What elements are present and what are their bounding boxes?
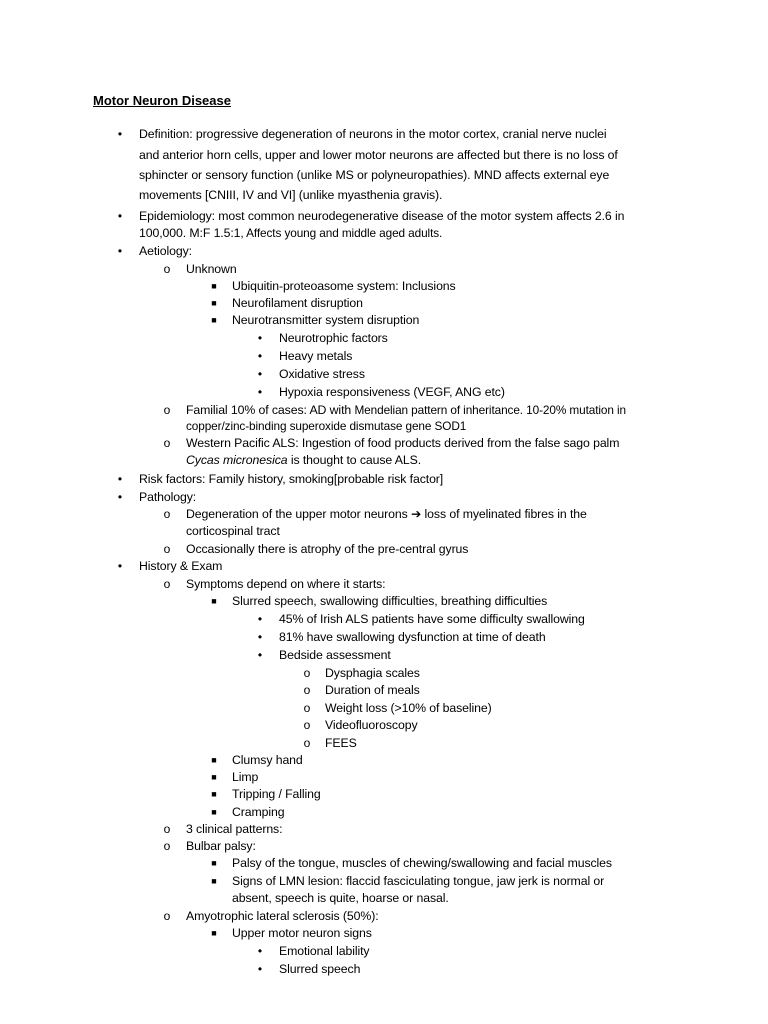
square-bullet: ■	[211, 876, 217, 886]
pathology-degeneration-line-1	[186, 505, 587, 523]
circle-bullet: o	[303, 701, 311, 715]
square-bullet: ■	[211, 315, 217, 325]
circle-bullet: o	[163, 822, 171, 836]
circle-bullet: o	[163, 507, 171, 521]
degeneration-text: Degeneration of the upper motor neurons	[186, 507, 412, 521]
aetiology-unknown: Unknown	[186, 262, 237, 276]
right-arrow-icon: ➔	[411, 507, 422, 521]
aetiology-western-line-1: Western Pacific ALS: Ingestion of food products derived from the false sago palm	[186, 436, 620, 450]
circle-bullet: o	[303, 718, 311, 732]
history-tripping: Tripping / Falling	[232, 787, 321, 801]
history-cramping: Cramping	[232, 805, 285, 819]
square-bullet: ■	[211, 755, 217, 765]
square-bullet: ■	[211, 858, 217, 868]
familial-regular: Mendelian pattern of inheritance. 10-20% mutation in	[354, 403, 626, 417]
aetiology-label: Aetiology:	[139, 244, 193, 258]
history-umn: Upper motor neuron signs	[232, 926, 372, 940]
aetiology-heavy-metals: Heavy metals	[279, 349, 353, 363]
square-bullet: ■	[211, 807, 217, 817]
definition-line-4: movements [CNIII, IV and VI] (unlike myasthenia gravis).	[139, 188, 443, 202]
circle-bullet: o	[303, 683, 311, 697]
aetiology-neurotrophic: Neurotrophic factors	[279, 331, 388, 345]
history-fees: FEES	[325, 736, 357, 750]
history-slurred-speech: Slurred speech	[279, 962, 361, 976]
disc-bullet: •	[257, 367, 263, 381]
disc-bullet: •	[257, 648, 263, 662]
history-palsy-tongue: Palsy of the tongue, muscles of chewing/swallowing and facial muscles	[232, 856, 612, 870]
disc-bullet: •	[117, 472, 123, 486]
epidemiology-age: , Affects young and middle aged adults.	[240, 226, 443, 240]
history-irish: 45% of Irish ALS patients have some difficulty swallowing	[279, 612, 585, 626]
history-label: History & Exam	[139, 559, 223, 573]
epidemiology-line-2	[139, 224, 442, 242]
aetiology-ups: Ubiquitin-proteoasome system: Inclusions	[232, 279, 456, 293]
history-bedside: Bedside assessment	[279, 648, 391, 662]
western-cause: is thought to cause ALS.	[287, 453, 422, 467]
disc-bullet: •	[117, 490, 123, 504]
history-weight: Weight loss (>10% of baseline)	[325, 701, 492, 715]
square-bullet: ■	[211, 772, 217, 782]
disc-bullet: •	[257, 630, 263, 644]
circle-bullet: o	[163, 403, 171, 417]
disc-bullet: •	[117, 127, 123, 141]
history-dysphagia: Dysphagia scales	[325, 666, 420, 680]
definition-line-3: sphincter or sensory function (unlike MS or polyneuropathies). MND affects external eye	[139, 168, 610, 182]
circle-bullet: o	[303, 736, 311, 750]
history-video: Videofluoroscopy	[325, 718, 418, 732]
pathology-label: Pathology:	[139, 490, 197, 504]
aetiology-oxidative: Oxidative stress	[279, 367, 365, 381]
disc-bullet: •	[117, 244, 123, 258]
history-lmn-line-1: Signs of LMN lesion: flaccid fasciculating tongue, jaw jerk is normal or	[232, 874, 605, 888]
circle-bullet: o	[163, 577, 171, 591]
disc-bullet: •	[257, 962, 263, 976]
circle-bullet: o	[163, 262, 171, 276]
aetiology-western-line-2	[186, 451, 421, 469]
disc-bullet: •	[257, 385, 263, 399]
history-patterns: 3 clinical patterns:	[186, 822, 283, 836]
disc-bullet: •	[117, 209, 123, 223]
disc-bullet: •	[257, 944, 263, 958]
square-bullet: ■	[211, 596, 217, 606]
risk-factors: Risk factors: Family history, smoking[probable risk factor]	[139, 472, 444, 486]
history-emotional: Emotional lability	[279, 944, 370, 958]
aetiology-neurofilament: Neurofilament disruption	[232, 296, 363, 310]
western-species: Cycas micronesica	[186, 453, 288, 467]
square-bullet: ■	[211, 789, 217, 799]
definition-line-2: and anterior horn cells, upper and lower motor neurons are affected but there is no loss of	[139, 148, 618, 162]
circle-bullet: o	[303, 666, 311, 680]
history-slurred: Slurred speech, swallowing difficulties, breathing difficulties	[232, 594, 548, 608]
square-bullet: ■	[211, 281, 217, 291]
aetiology-hypoxia: Hypoxia responsiveness (VEGF, ANG etc)	[279, 385, 505, 399]
definition-line-1: Definition: progressive degeneration of neurons in the motor cortex, cranial nerve nuclei	[139, 127, 607, 141]
history-lmn-line-2: absent, speech is quite, hoarse or nasal.	[232, 891, 449, 905]
history-clumsy: Clumsy hand	[232, 753, 303, 767]
degeneration-result: loss of myelinated fibres in the	[421, 507, 587, 521]
page-title: Motor Neuron Disease	[93, 93, 231, 108]
disc-bullet: •	[257, 331, 263, 345]
circle-bullet: o	[163, 839, 171, 853]
epidemiology-ratio: 100,000. M:F 1.5:1	[139, 226, 241, 240]
circle-bullet: o	[163, 909, 171, 923]
history-duration: Duration of meals	[325, 683, 420, 697]
familial-bold: Familial 10% of cases: AD with	[186, 403, 355, 417]
circle-bullet: o	[163, 436, 171, 450]
aetiology-neurotransmitter: Neurotransmitter system disruption	[232, 313, 420, 327]
pathology-atrophy: Occasionally there is atrophy of the pre-central gyrus	[186, 542, 469, 556]
disc-bullet: •	[257, 612, 263, 626]
history-limp: Limp	[232, 770, 259, 784]
square-bullet: ■	[211, 298, 217, 308]
history-symptoms: Symptoms depend on where it starts:	[186, 577, 386, 591]
history-bulbar: Bulbar palsy:	[186, 839, 256, 853]
square-bullet: ■	[211, 928, 217, 938]
pathology-degeneration-line-2: corticospinal tract	[186, 524, 280, 538]
history-als: Amyotrophic lateral sclerosis (50%):	[186, 909, 379, 923]
history-dysfunction: 81% have swallowing dysfunction at time of death	[279, 630, 546, 644]
disc-bullet: •	[257, 349, 263, 363]
aetiology-familial-line-2: copper/zinc-binding superoxide dismutase gene SOD1	[186, 419, 467, 433]
disc-bullet: •	[117, 559, 123, 573]
circle-bullet: o	[163, 542, 171, 556]
epidemiology-line-1: Epidemiology: most common neurodegenerative disease of the motor system affects 2.6 in	[139, 209, 625, 223]
